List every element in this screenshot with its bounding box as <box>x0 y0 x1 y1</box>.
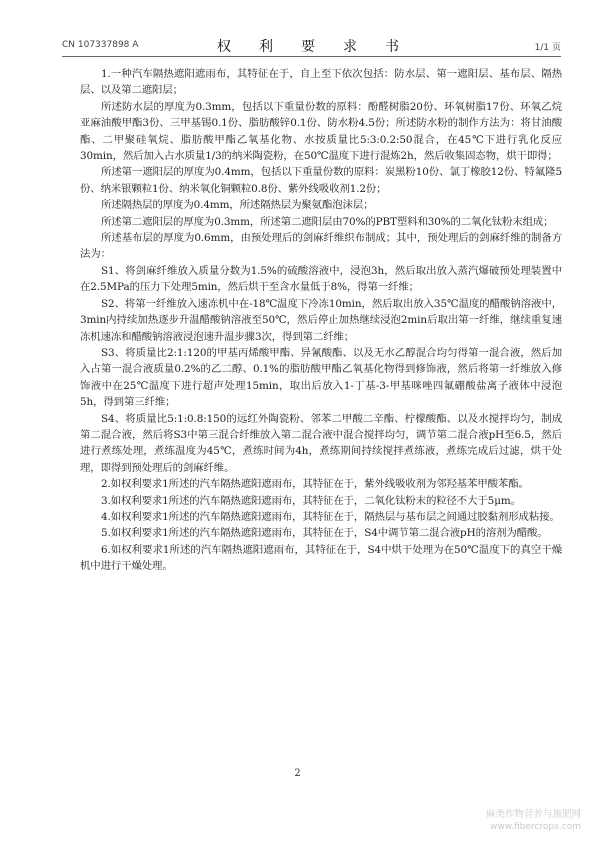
header-divider <box>62 56 561 57</box>
claim-6: 6.如权利要求1所述的汽车隔热遮阳遮雨布，其特征在于，S4中烘干处理为在50℃温度下的真空干燥机中进行干燥处理。 <box>80 543 562 573</box>
claim-2: 2.如权利要求1所述的汽车隔热遮阳遮雨布，其特征在于，紫外线吸收剂为邻羟基苯甲酸苯酯。 <box>101 478 529 491</box>
page-number: 2 <box>294 768 301 779</box>
claim-paragraph: 所述隔热层的厚度为0.4mm，所述隔热层为聚氨酯泡沫层； <box>101 199 374 212</box>
step-s4: S4、将质量比5:1:0.8:150的远红外陶瓷粉、邻苯二甲酸二辛酯、柠檬酸酯、以及水搅拌均匀，制成第二混合液，然后将S3中第三混合纤维放入第二混合液中混合搅拌均匀，调节第二混合液pH至6.5，然后进行煮练处理，煮练温度为45℃，煮练时间为4h，煮练期间持续搅拌煮练液，煮练完成后过滤，烘干处理，即得到预处理后的剑麻纤维。 <box>80 412 562 474</box>
watermark-url: www.fibercrops.com <box>490 822 581 832</box>
claims-body <box>80 66 562 575</box>
step-s2: S2、将第一纤维放入速冻机中在-18℃温度下冷冻10min，然后取出放入35℃温度的醋酸钠溶液中，3min内持续加热逐步升温醋酸钠溶液至50℃，然后停止加热继续浸泡2min后取出第一纤维，继续重复速冻机速冻和醋酸钠溶液浸泡速升温步骤3次，得到第二纤维； <box>80 297 562 343</box>
step-s1: S1、将剑麻纤维放入质量分数为1.5%的硫酸溶液中，浸泡3h，然后取出放入蒸汽爆破预处理装置中在2.5MPa的压力下处理5min，然后烘干至含水量低于8%，得第一纤维； <box>80 264 562 294</box>
patent-number: CN 107337898 A <box>62 40 139 50</box>
claim-4: 4.如权利要求1所述的汽车隔热遮阳遮雨布，其特征在于，隔热层与基布层之间通过胶黏剂形成粘接。 <box>101 510 560 523</box>
watermark-site-name: 麻类作物营养与施肥网 <box>485 809 581 820</box>
claim-paragraph: 所述防水层的厚度为0.3mm，包括以下重量份数的原料：酚醛树脂20份、环氧树脂17份、环氧乙烷亚麻油酸甲酯3份、三甲基锡0.1份、脂肪酸锌0.1份、防水粉4.5份；所述防水粉的制作方法为：将甘油酸酯、二甲聚硅氧烷、脂肪酸甲酯乙氧基化物、水按质量比5:3:0.2:50混合，在45℃下进行乳化反应30min，然后加入占水质量1/3的纳米陶瓷粉，在50℃温度下进行混炼2h，然后收集固态物，烘干即得； <box>80 100 562 163</box>
page-info: 1/1 页 <box>534 43 561 53</box>
page-header <box>62 36 561 54</box>
document-title: 权 利 要 求 书 <box>217 39 406 55</box>
claim-paragraph: 所述基布层的厚度为0.6mm，由预处理后的剑麻纤维织布制成；其中，预处理后的剑麻纤维的制备方法为： <box>80 232 562 261</box>
step-s3: S3、将质量比2:1:120的甲基丙烯酸甲酯、异氰酸酯、以及无水乙醇混合均匀得第一混合液，然后加入占第一混合液质量0.2%的乙二醇、0.1%的脂肪酸甲酯乙氧基化物得到修饰液，然后将第一纤维放入修饰液中在25℃温度下进行超声处理15min，取出后放入1-丁基-3-甲基咪唑四氟硼酸盐离子液体中浸泡5h，得到第三纤维； <box>80 346 562 409</box>
claim-5: 5.如权利要求1所述的汽车隔热遮阳遮雨布，其特征在于，S4中调节第二混合液pH的溶剂为醋酸。 <box>101 527 548 540</box>
claim-1-intro: 1.一种汽车隔热遮阳遮雨布，其特征在于，自上至下依次包括：防水层、第一遮阳层、基布层、隔热层、以及第二遮阳层； <box>80 68 562 97</box>
claim-3: 3.如权利要求1所述的汽车隔热遮阳遮雨布，其特征在于，二氧化钛粉末的粒径不大于5μm。 <box>101 494 521 507</box>
claim-paragraph: 所述第一遮阳层的厚度为0.4mm，包括以下重量份数的原料：炭黑粉10份、氯丁橡胶12份、特氟隆5份、纳米银颗粒1份、纳米氧化铜颗粒0.8份、紫外线吸收剂1.2份； <box>80 166 562 195</box>
watermark <box>486 808 581 834</box>
claim-paragraph: 所述第二遮阳层的厚度为0.3mm，所述第二遮阳层由70%的PBT塑料和30%的二氧化钛粉末组成； <box>101 215 554 228</box>
